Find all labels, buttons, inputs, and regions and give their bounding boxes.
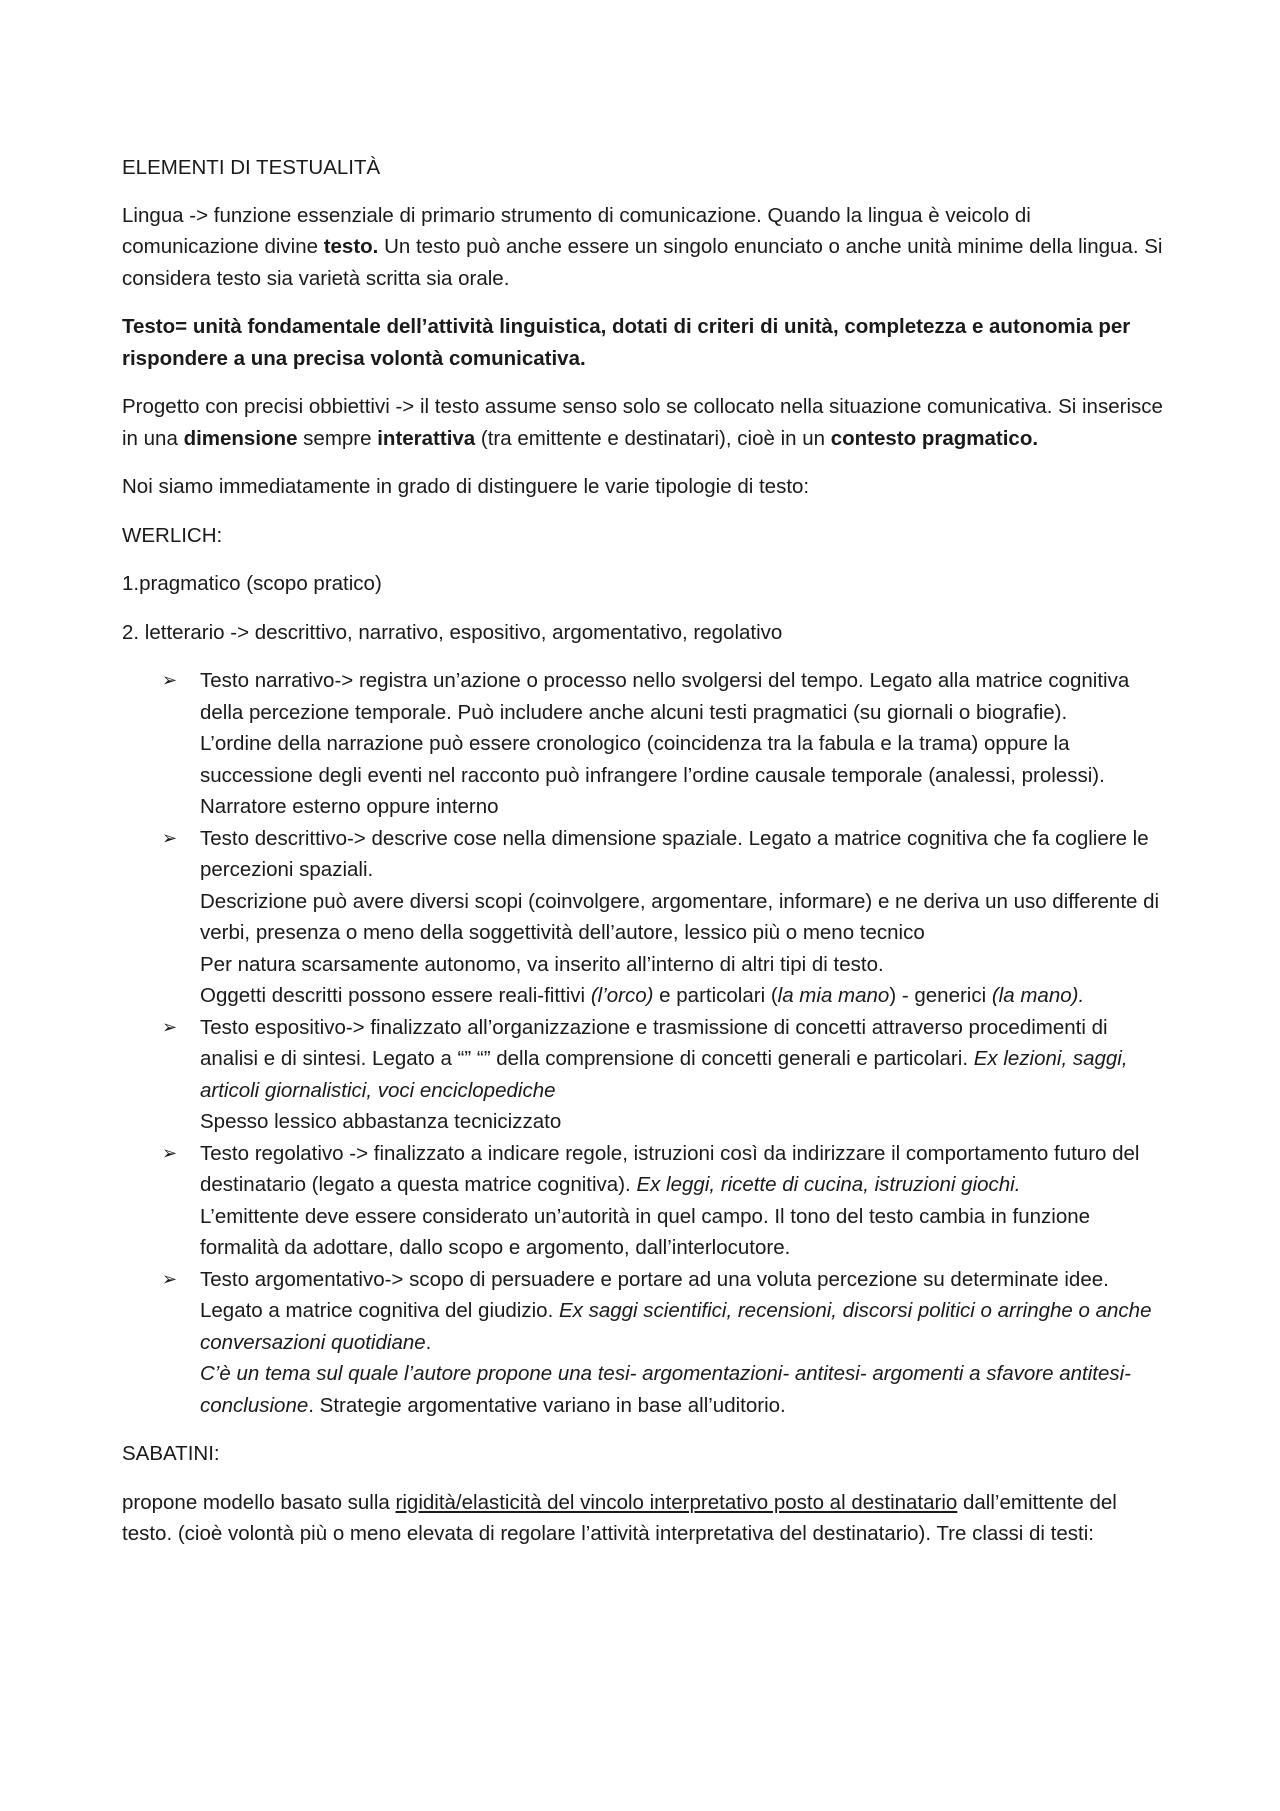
text-run: Testo espositivo-> finalizzato all’organizzazione e trasmissione di concetti attraverso procedimenti di analisi e di sintesi. Legato a “” “” della comprensione di concetti generali e particolari. [200, 1015, 1108, 1070]
text-run: (tra emittente e destinatari), cioè in un [475, 426, 831, 450]
text-run: sempre [297, 426, 378, 450]
bullet-line: Spesso lessico abbastanza tecnicizzato [200, 1110, 562, 1133]
bold-definition: Testo= unità fondamentale dell’attività linguistica, dotati di criteri di unità, completezza e autonomia per rispondere a una precisa volontà comunicativa. [122, 315, 1131, 370]
bullet-line [200, 1012, 1167, 1107]
bold-term-contesto: contesto pragmatico. [830, 426, 1039, 450]
heading-sabatini: SABATINI: [122, 1442, 220, 1465]
bold-term-interattiva: interattiva [377, 426, 476, 450]
bullet-line: L’emittente deve essere considerato un’autorità in quel campo. Il tono del testo cambia in funzione formalità da adottare, dallo scopo e argomento, dall’interlocutore. [200, 1204, 1091, 1259]
paragraph-sabatini [122, 1487, 1167, 1550]
bullet-line: Testo narrativo-> registra un’azione o processo nello svolgersi del tempo. Legato alla matrice cognitiva della percezione temporale. Può includere anche alcuni testi pragmatici (su giornali o biografie). [200, 669, 1130, 724]
text-run: Testo argomentativo-> scopo di persuadere e portare ad una voluta percezione su determinate idee. Legato a matrice cognitiva del giudizio. [200, 1267, 1109, 1322]
bullet-line: Narratore esterno oppure interno [200, 795, 499, 818]
bullet-list-testi [122, 665, 1167, 1421]
bullet-line [200, 1358, 1167, 1421]
paragraph-definition [122, 311, 1167, 374]
text-run: Lingua -> funzione essenziale di primario strumento di comunicazione. Quando la lingua è veicolo di comunicazione divine [122, 203, 1031, 258]
italic-run: la mia mano [777, 984, 890, 1007]
text-run: . [425, 1330, 432, 1354]
italic-run: C’è un tema sul quale l’autore propone una tesi- argomentazioni- antitesi- argomenti a sfavore antitesi- conclusione [200, 1362, 1131, 1417]
paragraph-tipologie: Noi siamo immediatamente in grado di distinguere le varie tipologie di testo: [122, 475, 810, 498]
arrow-bullet-icon: ➢ [162, 1142, 178, 1163]
paragraph-lingua [122, 200, 1167, 295]
text-run: . Strategie argomentative variano in base all’uditorio. [308, 1393, 786, 1417]
text-run: propone modello basato sulla [122, 1490, 396, 1514]
bullet-regolativo [122, 1138, 1167, 1264]
paragraph-progetto [122, 391, 1167, 454]
arrow-bullet-icon: ➢ [162, 670, 178, 690]
item-pragmatico: 1.pragmatico (scopo pratico) [122, 572, 382, 595]
document-title: ELEMENTI DI TESTUALITÀ [122, 156, 381, 179]
italic-run: (l’orco) [590, 984, 654, 1007]
bullet-line: Per natura scarsamente autonomo, va inserito all’interno di altri tipi di testo. [200, 952, 884, 976]
italic-run: (la mano). [991, 984, 1085, 1007]
bullet-line: Descrizione può avere diversi scopi (coinvolgere, argomentare, informare) e ne deriva un uso differente di verbi, presenza o meno della soggettività dell’autore, lessico più o meno tecnico [200, 889, 1160, 944]
text-run: Oggetti descritti possono essere reali-fittivi [200, 984, 591, 1007]
text-run: dall’emittente del testo. (cioè volontà più o meno elevata di regolare l’attività interpretativa del destinatario). Tre classi di testi: [122, 1490, 1117, 1545]
underlined-run: rigidità/elasticità del vincolo interpretativo posto al destinatario [395, 1490, 958, 1514]
arrow-bullet-icon: ➢ [162, 827, 178, 848]
italic-run: Ex saggi scientifici, recensioni, discorsi politici o arringhe o anche conversazioni quotidiane [200, 1299, 1152, 1354]
document-body [122, 152, 1167, 1567]
text-run: Un testo può anche essere un singolo enunciato o anche unità minime della lingua. Si considera testo sia varietà scritta sia orale. [122, 235, 1163, 290]
item-letterario: 2. letterario -> descrittivo, narrativo, espositivo, argomentativo, regolativo [122, 620, 783, 644]
bullet-line: Testo descrittivo-> descrive cose nella dimensione spaziale. Legato a matrice cognitiva che fa cogliere le percezioni spaziali. [200, 826, 1149, 881]
bullet-line [200, 1264, 1167, 1359]
bold-term-testo: testo. [323, 235, 379, 258]
bullet-line [200, 1138, 1167, 1201]
heading-werlich: WERLICH: [122, 523, 223, 547]
text-run: ) - generici [889, 984, 992, 1007]
bullet-descrittivo [122, 823, 1167, 1012]
arrow-bullet-icon: ➢ [162, 1016, 178, 1037]
bullet-argomentativo [122, 1264, 1167, 1422]
italic-run: Ex lezioni, saggi, articoli giornalistici, voci enciclopediche [200, 1047, 1128, 1102]
text-run: Progetto con precisi obbiettivi -> il testo assume senso solo se collocato nella situazione comunicativa. Si inserisce in una [122, 395, 1163, 450]
bold-term-dimensione: dimensione [183, 426, 298, 450]
bullet-narrativo [122, 665, 1167, 823]
italic-run: Ex leggi, ricette di cucina, istruzioni giochi. [636, 1173, 1021, 1196]
arrow-bullet-icon: ➢ [162, 1268, 178, 1289]
bullet-line: L’ordine della narrazione può essere cronologico (coincidenza tra la fabula e la trama) oppure la successione degli eventi nel racconto può infrangere l’ordine causale temporale (analessi, prolessi). [200, 732, 1105, 787]
text-run: Testo regolativo -> finalizzato a indicare regole, istruzioni così da indirizzare il comportamento futuro del destinatario (legato a questa matrice cognitiva). [200, 1141, 1140, 1196]
bullet-line [200, 980, 1167, 1012]
bullet-espositivo [122, 1012, 1167, 1138]
text-run: e particolari ( [653, 984, 778, 1007]
